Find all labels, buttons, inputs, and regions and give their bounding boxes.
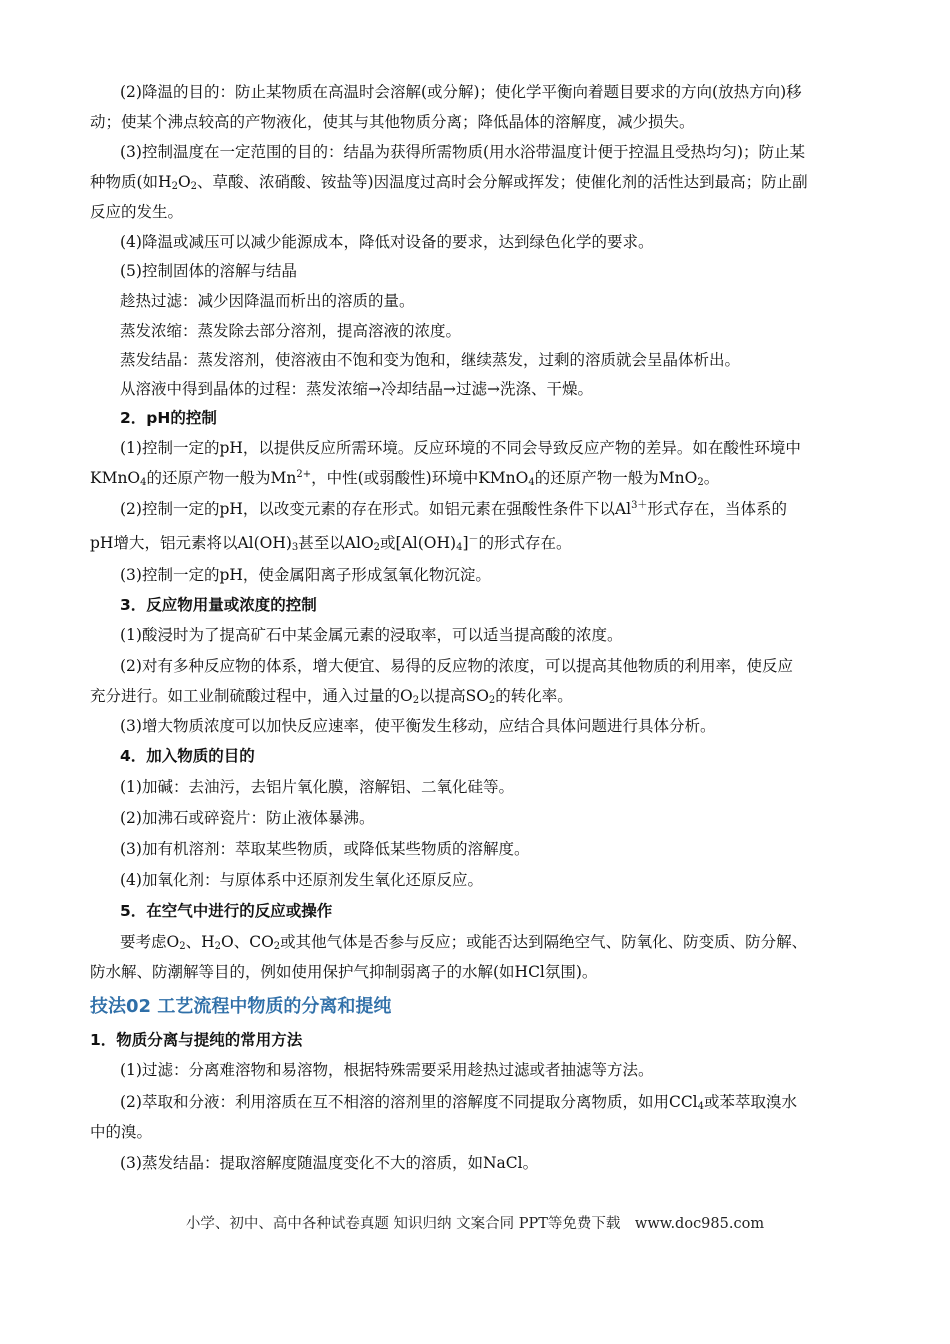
paragraph-line: 从溶液中得到晶体的过程：蒸发浓缩→冷却结晶→过滤→洗涤、干燥。 bbox=[120, 380, 593, 398]
paragraph-line: 种物质(如$H_2O_2$、草酸、浓硝酸、铵盐等)因温度过高时会分解或挥发；使催化剂的活性达到最高；防止副 bbox=[90, 173, 808, 192]
section-heading: 4．加入物质的目的 bbox=[120, 747, 255, 765]
paragraph-line: 蒸发浓缩：蒸发除去部分溶剂，提高溶液的浓度。 bbox=[120, 322, 462, 340]
paragraph-line: 中的溴。 bbox=[90, 1123, 153, 1141]
paragraph-line: KMnO$_4$的还原产物一般为$Mn^{2+}$，中性(或弱酸性)环境中KMnO$_4$的还原产物一般为MnO$_2$。 bbox=[90, 469, 720, 488]
paragraph-line: 防水解、防潮解等目的，例如使用保护气抑制弱离子的水解(如HCl氛围)。 bbox=[90, 963, 598, 981]
paragraph-line: (2)控制一定的pH，以改变元素的存在形式。如铝元素在强酸性条件下以$Al^{3+}$形式存在，当体系的 bbox=[120, 500, 787, 518]
paragraph-line: (4)降温或减压可以减少能源成本，降低对设备的要求，达到绿色化学的要求。 bbox=[120, 233, 654, 251]
paragraph-line: (2)对有多种反应物的体系，增大便宜、易得的反应物的浓度，可以提高其他物质的利用率，使反应 bbox=[120, 657, 793, 675]
page-footer: 小学、初中、高中各种试卷真题 知识归纳 文案合同 PPT等免费下载 www.doc985.com bbox=[185, 1216, 765, 1232]
paragraph-line: (3)控制温度在一定范围的目的：结晶为获得所需物质(用水浴带温度计便于控温且受热均匀)；防止某 bbox=[120, 143, 806, 161]
paragraph-line: (2)萃取和分液：利用溶质在互不相溶的溶剂里的溶解度不同提取分离物质，如用CCl$_4$或苯萃取溴水 bbox=[120, 1093, 798, 1112]
paragraph-line: 趁热过滤：减少因降温而析出的溶质的量。 bbox=[120, 292, 415, 310]
section-heading: 5．在空气中进行的反应或操作 bbox=[120, 902, 333, 920]
section-heading: 3．反应物用量或浓度的控制 bbox=[120, 596, 317, 614]
paragraph-line: 充分进行。如工业制硫酸过程中，通入过量的$O_2$以提高$SO_2$的转化率。 bbox=[90, 687, 573, 706]
paragraph-line: (5)控制固体的溶解与结晶 bbox=[120, 262, 297, 280]
paragraph-line: (3)加有机溶剂：萃取某些物质，或降低某些物质的溶解度。 bbox=[120, 840, 530, 858]
paragraph-line: pH增大，铝元素将以$Al(OH)_3$甚至以AlO$_2$或$[Al(OH)_4]^-$的形式存在。 bbox=[90, 534, 572, 553]
paragraph-line: (1)过滤：分离难溶物和易溶物，根据特殊需要采用趁热过滤或者抽滤等方法。 bbox=[120, 1061, 654, 1079]
section-heading: 2．pH的控制 bbox=[120, 409, 217, 427]
paragraph-line: (3)蒸发结晶：提取溶解度随温度变化不大的溶质，如NaCl。 bbox=[120, 1154, 539, 1172]
paragraph-line: (2)降温的目的：防止某物质在高温时会溶解(或分解)；使化学平衡向着题目要求的方向(放热方向)移 bbox=[120, 83, 802, 101]
section-heading: 1．物质分离与提纯的常用方法 bbox=[90, 1031, 303, 1049]
paragraph-line: (3)控制一定的pH，使金属阳离子形成氢氧化物沉淀。 bbox=[120, 566, 491, 584]
paragraph-line: 蒸发结晶：蒸发溶剂，使溶液由不饱和变为饱和，继续蒸发，过剩的溶质就会呈晶体析出。 bbox=[120, 351, 741, 369]
paragraph-line: 要考虑$O_2$、$H_2O$、$CO_2$或其他气体是否参与反应；或能否达到隔绝空气、防氧化、防变质、防分解、 bbox=[120, 933, 808, 952]
paragraph-line: (2)加沸石或碎瓷片：防止液体暴沸。 bbox=[120, 809, 375, 827]
paragraph-line: (1)控制一定的pH，以提供反应所需环境。反应环境的不同会导致反应产物的差异。如在酸性环境中 bbox=[120, 439, 801, 457]
paragraph-line: 动；使某个沸点较高的产物液化，使其与其他物质分离；降低晶体的溶解度，减少损失。 bbox=[90, 113, 695, 131]
paragraph-line: 反应的发生。 bbox=[90, 203, 184, 221]
paragraph-line: (1)酸浸时为了提高矿石中某金属元素的浸取率，可以适当提高酸的浓度。 bbox=[120, 626, 623, 644]
technique-heading: 技法02 工艺流程中物质的分离和提纯 bbox=[90, 996, 392, 1017]
paragraph-line: (1)加碱：去油污，去铝片氧化膜，溶解铝、二氧化硅等。 bbox=[120, 778, 514, 796]
paragraph-line: (3)增大物质浓度可以加快反应速率，使平衡发生移动，应结合具体问题进行具体分析。 bbox=[120, 717, 716, 735]
paragraph-line: (4)加氧化剂：与原体系中还原剂发生氧化还原反应。 bbox=[120, 871, 483, 889]
